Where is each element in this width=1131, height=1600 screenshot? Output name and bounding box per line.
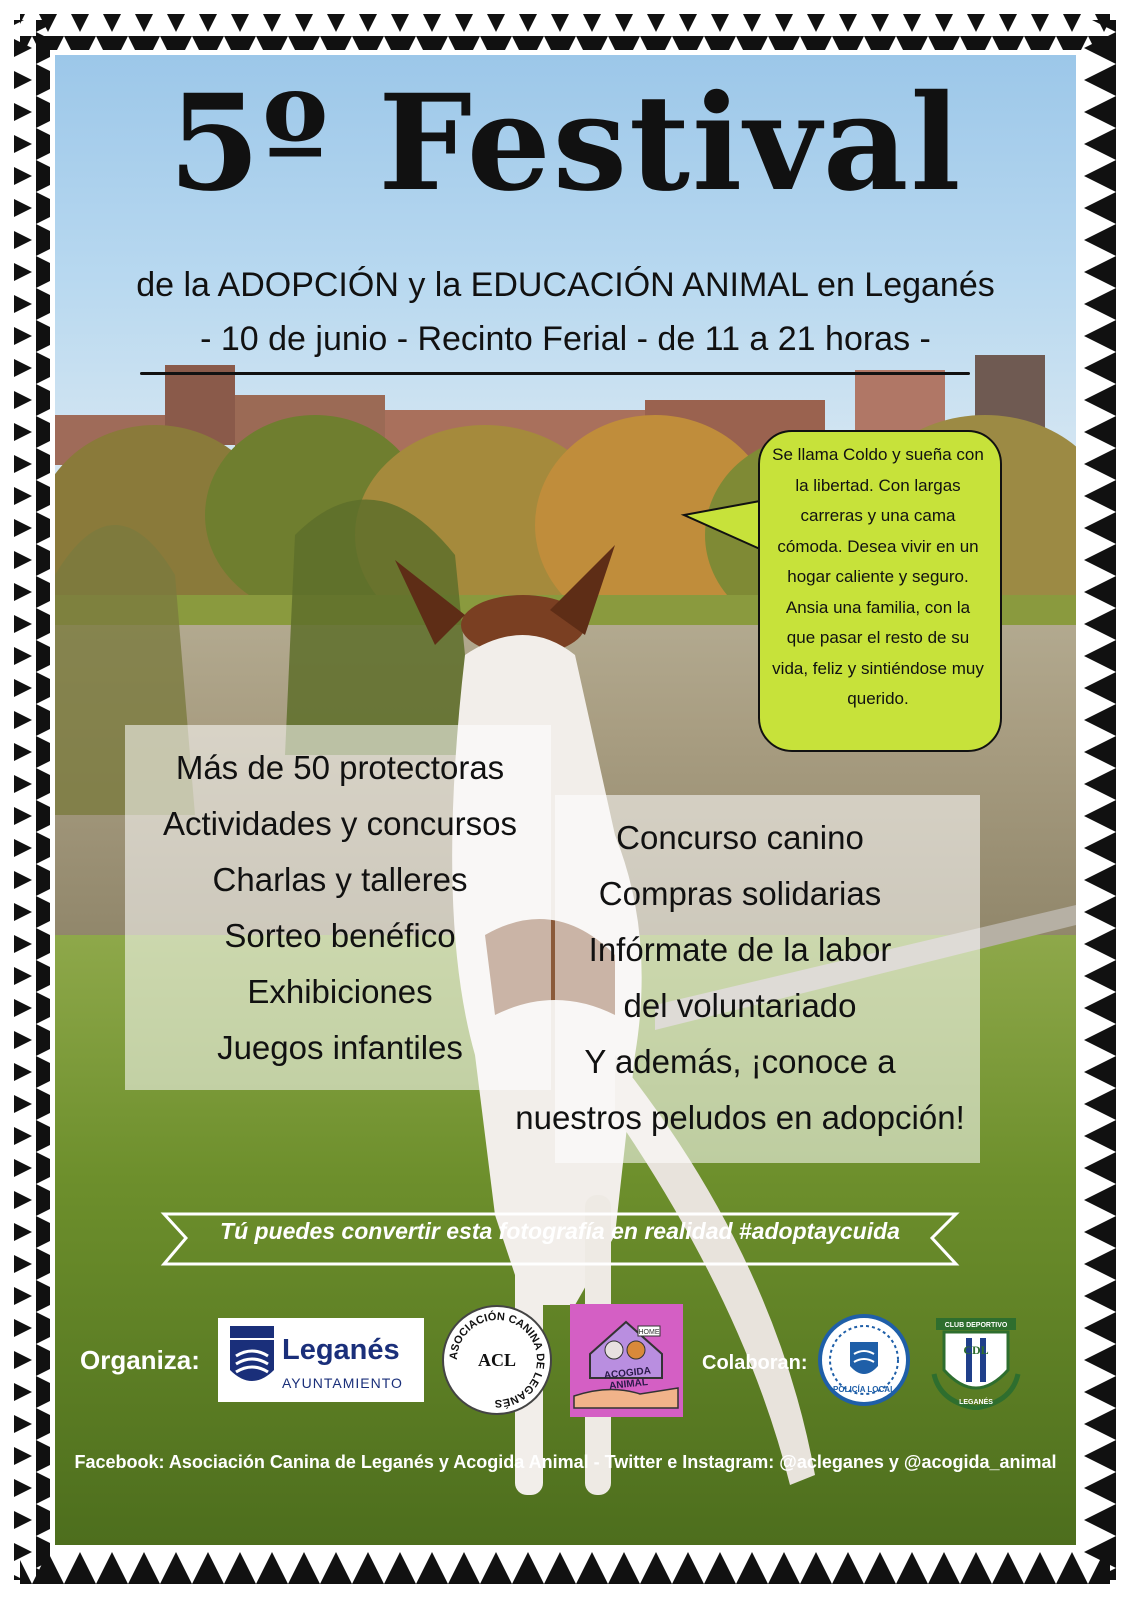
- slogan-text: Tú puedes convertir esta fotografía en realidad #adoptaycuida: [220, 1218, 900, 1244]
- activity-item: Infórmate de la labor: [588, 931, 892, 968]
- cd-letters: CDL: [963, 1343, 989, 1357]
- organiza-label: Organiza:: [80, 1345, 200, 1375]
- speech-bubble-text: Se llama Coldo y sueña con la libertad. Con largas carreras y una cama cómoda. Desea vivir en un hogar caliente y seguro. Ansia una familia, con la que pasar el resto de su vida, feliz y sintiéndose muy querido.: [772, 445, 984, 708]
- activity-item: Exhibiciones: [247, 973, 433, 1010]
- leganes-shield-icon: [226, 1326, 286, 1396]
- festival-date-place: - 10 de junio - Recinto Ferial - de 11 a 21 horas -: [200, 320, 931, 358]
- activity-item: Concurso canino: [616, 819, 864, 856]
- festival-subtitle: de la ADOPCIÓN y la EDUCACIÓN ANIMAL en Leganés: [136, 266, 995, 304]
- activities-list-right: [505, 810, 975, 1146]
- acogida-home-label: HOME: [638, 1329, 660, 1336]
- speech-bubble-tail: [680, 495, 770, 555]
- social-footer: Facebook: Asociación Canina de Leganés y Acogida Animal - Twitter e Instagram: @acleganes y @acogida_animal: [74, 1452, 1057, 1472]
- activity-item: del voluntariado: [623, 987, 857, 1024]
- acogida-animal-text: ACOGIDA ANIMAL: [603, 1365, 652, 1392]
- cd-bottom-label: LEGANÉS: [959, 1399, 993, 1406]
- activity-item: Y además, ¡conoce a: [584, 1043, 896, 1080]
- activity-item: Actividades y concursos: [163, 805, 517, 842]
- club-deportivo-leganes-logo: [930, 1314, 1022, 1410]
- asociacion-canina-logo: [441, 1304, 553, 1416]
- policia-local-logo: [818, 1314, 910, 1406]
- festival-title: 5º Festival: [168, 66, 963, 221]
- acl-initials: ACL: [477, 1350, 517, 1370]
- activities-list-left: [140, 740, 540, 1076]
- activity-item: Más de 50 protectoras: [175, 749, 505, 786]
- leganes-name: Leganés: [282, 1334, 400, 1366]
- activity-item: Charlas y talleres: [212, 861, 468, 898]
- leganes-sub: AYUNTAMIENTO: [282, 1375, 403, 1391]
- activity-item: nuestros peludos en adopción!: [515, 1099, 965, 1136]
- activity-item: Juegos infantiles: [217, 1029, 463, 1066]
- acogida-animal-logo: [570, 1304, 683, 1417]
- activity-item: Compras solidarias: [598, 875, 882, 912]
- activity-item: Sorteo benéfico: [224, 917, 456, 954]
- cd-top-label: CLUB DEPORTIVO: [944, 1322, 1008, 1329]
- policia-label: POLICÍA LOCAL: [833, 1385, 895, 1394]
- acl-ring-text: ASOCIACIÓN CANINA DE LEGANÉS: [447, 1310, 547, 1410]
- title-divider: [140, 372, 970, 375]
- colaboran-label: Colaboran:: [702, 1352, 808, 1374]
- house-hand-icon: [570, 1304, 683, 1417]
